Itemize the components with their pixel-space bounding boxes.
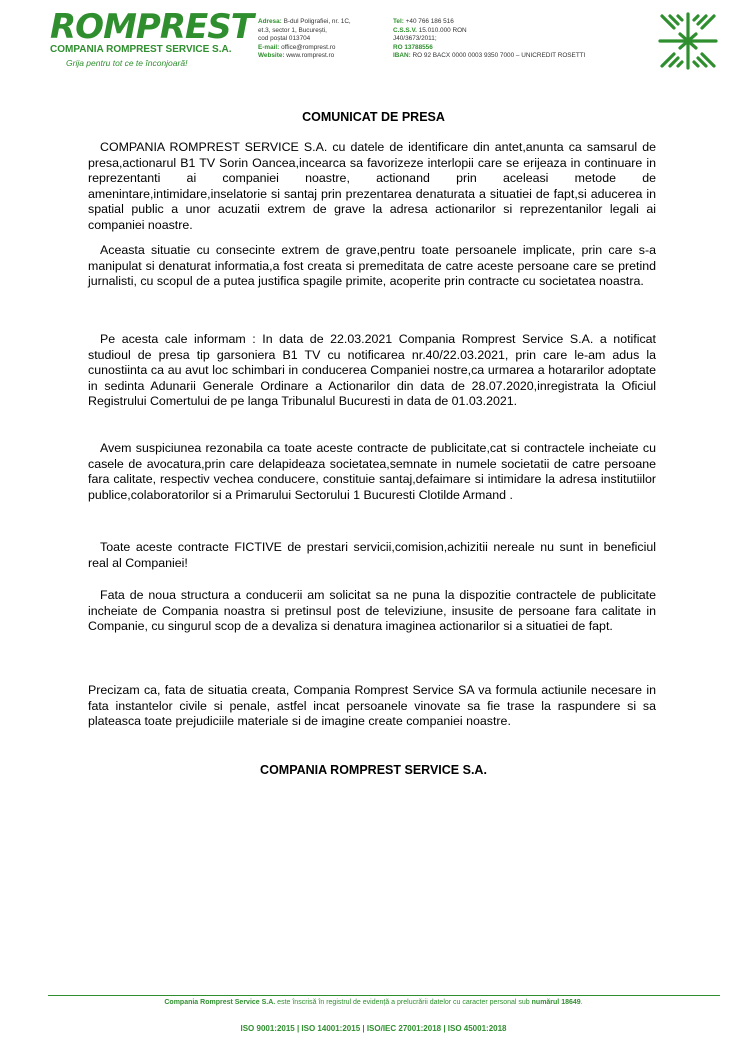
company-logo: ROMPREST bbox=[50, 7, 253, 47]
website-label: Website: bbox=[258, 52, 285, 60]
footer-divider bbox=[48, 995, 720, 996]
paragraph-3: Pe acesta cale informam : In data de 22.03.2021 Compania Romprest Service S.A. a notificat studioul de presa tip garsoniera B1 TV cu notificarea nr.40/22.03.2021, prin care le-am adus la cunostiinta ca au avut loc schimbari in conducerea Companiei nostre,ca urmarea a hotararilor adoptate in sedinta Adunarii Generale Ordinare a Actionarilor din data de 28.07.2020,inregistrata la Oficiul Registrului Comertului de pe langa Tribunalul Bucuresti in data de 01.03.2021. bbox=[88, 332, 656, 409]
document-title: COMUNICAT DE PRESA bbox=[302, 110, 445, 124]
address-label: Adresa: bbox=[258, 18, 282, 25]
paragraph-2: Aceasta situatie cu consecinte extrem de grave,pentru toate persoanele implicate, prin care s-a manipulat si denaturat informatia,a fost creata si premeditata de catre aceste persoane care se pretind jurnalisti, cu scopul de a putea justifica spagile primite, acoperite prin contracte cu societatea noastra. bbox=[88, 243, 656, 289]
company-motto: Grija pentru tot ce te înconjoară! bbox=[66, 58, 188, 68]
address-line-3: cod poștal 013704 bbox=[258, 35, 311, 43]
paragraph-5: Toate aceste contracte FICTIVE de prestari servicii,comision,achizitii nereale nu sunt in beneficiul real al Companiei! bbox=[88, 540, 656, 570]
iso-certifications: ISO 9001:2015 | ISO 14001:2015 | ISO/IEC 27001:2018 | ISO 45001:2018 bbox=[240, 1024, 507, 1033]
contact-block bbox=[393, 18, 633, 61]
address-block bbox=[258, 18, 378, 61]
paragraph-1: COMPANIA ROMPREST SERVICE S.A. cu datele de identificare din antet,anunta ca samsarul de presa,actionarul B1 TV Sorin Oancea,incearca sa favorizeze interlopii care se erijeaza in continuare in reprezentanti ai companiei noastre, actionand prin aceleasi metode de amenintare,intimidare,inselatorie si santaj prin prezentarea denaturata a situatiei de fapt,si aducerea in spatial public a unor acuzatii extrem de grave la adresa actionarilor si reprezentanilor legali ai companiei noastre. bbox=[88, 140, 656, 232]
footer-company: Compania Romprest Service S.A. bbox=[164, 999, 276, 1006]
signature: COMPANIA ROMPREST SERVICE S.A. bbox=[260, 763, 487, 777]
tel-value: +40 766 186 516 bbox=[405, 18, 454, 25]
address-line-1: B-dul Poligrafiei, nr. 1C, bbox=[283, 18, 351, 25]
paragraph-6: Fata de noua structura a conducerii am solicitat sa ne puna la dispozitie contractele de publicitate incheiate de Compania noastra si pretinsul post de televiziune, insusite de persoane fara calitate in Companie, cu singurul scop de a devaliza si denatura imaginea actionarilor si a situatiei de fapt. bbox=[88, 588, 656, 634]
footer-register-number: numărul 18649 bbox=[531, 999, 581, 1006]
website-value: www.romprest.ro bbox=[286, 52, 335, 60]
cssv-label: C.S.S.V. bbox=[393, 26, 417, 34]
emblem-icon bbox=[658, 12, 718, 70]
cssv-value: 15.010.000 RON bbox=[418, 26, 467, 34]
address-line-2: et.3, sector 1, București, bbox=[258, 26, 327, 34]
iban-label: IBAN: bbox=[393, 52, 411, 60]
email-value: office@romprest.ro bbox=[281, 43, 336, 51]
iban-value: RO 92 BACX 0000 0003 9350 7000 – UNICREDIT ROSETTI bbox=[412, 52, 586, 60]
footer-note bbox=[0, 999, 747, 1006]
vat-code: RO 13788556 bbox=[393, 43, 433, 51]
tel-label: Tel: bbox=[393, 18, 404, 25]
paragraph-4: Avem suspiciunea rezonabila ca toate aceste contracte de publicitate,cat si contractele incheiate cu casele de avocatura,prin care delapideaza societatea,semnate in numele societatii de catre persoane fara calitate, respectiv vechea conducere, constituie santaj,defaimare si intimidare la adresa institutiilor publice,colaboratorilor si a Primarului Sectorului 1 Bucuresti Clotilde Armand . bbox=[88, 441, 656, 502]
footer-note-text: este înscrisă în registrul de evidență a prelucrării datelor cu caracter personal sub bbox=[275, 999, 532, 1006]
footer-note-end: . bbox=[580, 999, 583, 1006]
company-name: COMPANIA ROMPREST SERVICE S.A. bbox=[50, 44, 232, 55]
paragraph-7: Precizam ca, fata de situatia creata, Compania Romprest Service SA va formula actiunile necesare in fata instantelor civile si penale, astfel incat persoanele vinovate sa fie trase la raspundere si sa plateasca toate prejudiciile materiale si de imagine create companiei noastre. bbox=[88, 683, 656, 729]
letterhead bbox=[0, 0, 747, 80]
email-label: E-mail: bbox=[258, 43, 280, 51]
registration-number: J40/3673/2011; bbox=[393, 35, 437, 43]
